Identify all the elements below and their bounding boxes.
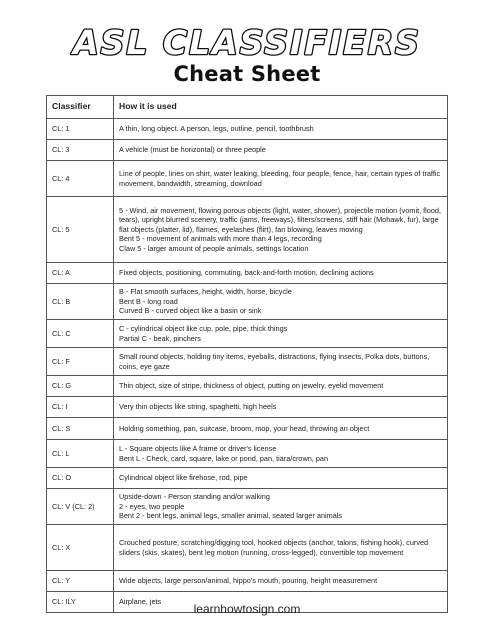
usage-line: Partial C - beak, pinchers (119, 333, 201, 343)
usage-line: Upside-down - Person standing and/or walking (119, 492, 270, 502)
table-row (47, 525, 448, 571)
usage-cell (114, 348, 448, 376)
classifier-cell: CL: 3 (47, 140, 114, 161)
classifier-cell: CL: O (47, 468, 114, 489)
usage-line: Line of people, lines on shirt, water leaking, bleeding, four people, fence, hair, certain types of traffic movement, bandwidth, streaming, download (119, 168, 441, 188)
usage-line: A thin, long object. A person, legs, outline, pencil, toothbrush (119, 124, 314, 134)
table-row (47, 320, 448, 348)
usage-line: Bent 5 - movement of animals with more than 4 legs, recording (119, 234, 322, 244)
table-row (47, 119, 448, 140)
usage-line: Crouched posture, scratching/digging tool, hooked objects (anchor, talons, fishing hook), curved sliders (skis, skates), bent leg motion (running, cross-legged), convertible top movement (119, 537, 429, 557)
classifier-cell: CL: A (47, 263, 114, 284)
usage-cell (114, 418, 448, 440)
usage-cell (114, 263, 448, 284)
table-row (47, 348, 448, 376)
classifier-cell: CL: G (47, 376, 114, 397)
usage-line: Bent B - long road (119, 296, 178, 306)
usage-cell (114, 397, 448, 418)
table-row (47, 263, 448, 284)
page-subtitle: Cheat Sheet (173, 62, 321, 86)
classifier-cell: CL: S (47, 418, 114, 440)
usage-cell (114, 140, 448, 161)
footer-website: learnhowtosign.com (193, 602, 301, 616)
classifier-cell: CL: C (47, 320, 114, 348)
classifier-cell: CL: Y (47, 571, 114, 592)
table-row (47, 440, 448, 468)
usage-line: 2 - eyes, two people (119, 501, 185, 511)
usage-cell (114, 440, 448, 468)
classifier-cell: CL: L (47, 440, 114, 468)
usage-line: Curved B - curved object like a basin or sink (119, 306, 262, 316)
classifier-cell: CL: I (47, 397, 114, 418)
usage-line: Very thin objects like string, spaghetti, high heels (119, 402, 277, 412)
usage-line: Wide objects, large person/animal, hippo's mouth, pouring, height measurement (119, 576, 378, 586)
usage-line: A vehicle (must be horizontal) or three people (119, 145, 266, 155)
usage-cell (114, 468, 448, 489)
usage-line: Holding something, pan, suitcase, broom, mop, your head, throwing an object (119, 423, 370, 433)
classifier-table (46, 95, 448, 613)
table-body (47, 119, 448, 613)
usage-line: Airplane, jets (119, 597, 162, 607)
classifier-cell: CL: 1 (47, 119, 114, 140)
usage-cell (114, 284, 448, 320)
table-row (47, 197, 448, 263)
column-header-usage: How it is used (114, 96, 448, 119)
classifier-cell: CL: F (47, 348, 114, 376)
table-row (47, 376, 448, 397)
usage-line: Bent L - Check, card, square, lake or pond, pan, tiara/crown, pan (119, 453, 329, 463)
usage-cell (114, 320, 448, 348)
table-row (47, 161, 448, 197)
classifier-cell: CL: ILY (47, 592, 114, 613)
usage-line: 5 - Wind, air movement, flowing porous objects (light, water, shower), projectile motion (vomit, flood, tears), upright blurred scenery, traffic (jams, freeways), filters/screens, stiff hair (Mohawk, fur), large flat objects (platter, lid), flames, eyelashes (flirt), fan blowing, leaves moving (119, 205, 442, 234)
classifier-cell: CL: 4 (47, 161, 114, 197)
usage-line: Claw 5 - larger amount of people animals, settings location (119, 243, 309, 253)
usage-cell (114, 489, 448, 525)
usage-line: Fixed objects, positioning, commuting, back-and-forth motion, declining actions (119, 268, 374, 278)
page-title-text: ASL CLASSIFIERS (73, 23, 421, 62)
usage-cell (114, 571, 448, 592)
table-row (47, 140, 448, 161)
usage-line: B - Flat smooth surfaces, height, width, horse, bicycle (119, 287, 292, 297)
usage-cell (114, 197, 448, 263)
column-header-classifier: Classifier (47, 96, 114, 119)
usage-line: Cylindrical object like firehose, rod, pipe (119, 473, 248, 483)
usage-line: Thin object, size of stripe, thickness of object, putting on jewelry, eyelid movement (119, 381, 384, 391)
usage-line: Small round objects, holding tiny items, eyeballs, distractions, flying insects, Polka dots, buttons, coins, eye gaze (119, 351, 430, 371)
classifier-cell: CL: X (47, 525, 114, 571)
usage-cell (114, 161, 448, 197)
table-row (47, 571, 448, 592)
usage-cell (114, 119, 448, 140)
usage-line: L - Square objects like A frame or driver's license (119, 443, 277, 453)
table-row (47, 468, 448, 489)
usage-line: C - cylindrical object like cup, pole, pipe, thick things (119, 323, 288, 333)
classifier-cell: CL: V (CL: 2) (47, 489, 114, 525)
usage-line: Bent 2 - bent legs, animal legs, smaller animal, seated larger animals (119, 511, 343, 521)
usage-cell (114, 525, 448, 571)
table-row (47, 284, 448, 320)
table-row (47, 397, 448, 418)
table-header-row (47, 96, 448, 119)
classifier-cell: CL: B (47, 284, 114, 320)
table-row (47, 489, 448, 525)
classifier-cell: CL: 5 (47, 197, 114, 263)
usage-cell (114, 376, 448, 397)
table-row (47, 418, 448, 440)
